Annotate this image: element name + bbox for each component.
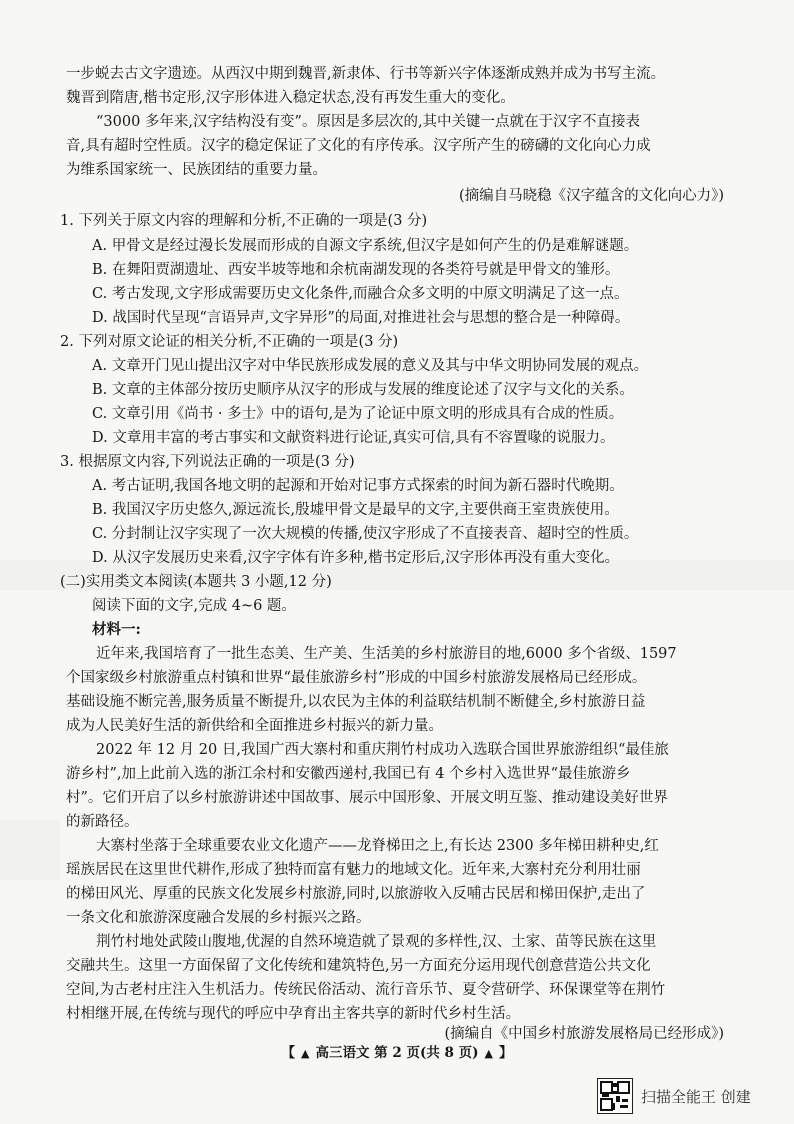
material-line: 一条文化和旅游深度融合发展的乡村振兴之路。 bbox=[66, 910, 371, 926]
scanner-watermark bbox=[597, 1078, 751, 1114]
intro-line: 魏晋到隋唐,楷书定形,汉字形体进入稳定状态,没有再发生重大的变化。 bbox=[66, 90, 515, 106]
triangle-icon: ▲ bbox=[484, 1047, 493, 1060]
intro-line: 为维系国家统一、民族团结的重要力量。 bbox=[66, 162, 327, 178]
footer-page-info: 高三语文 第 2 页(共 8 页) bbox=[315, 1045, 479, 1061]
q1-option-b: B. 在舞阳贾湖遗址、西安半坡等地和余杭南湖发现的各类符号就是甲骨文的雏形。 bbox=[92, 262, 620, 278]
q1-option-c: C. 考古发现,文字形成需要历史文化条件,而融合众多文明的中原文明满足了这一点。 bbox=[92, 286, 629, 302]
material-label: 材料一: bbox=[92, 621, 141, 638]
material-line: 瑶族居民在这里世代耕作,形成了独特而富有魅力的地域文化。近年来,大寨村充分利用壮丽 bbox=[66, 862, 641, 878]
q1-option-d: D. 战国时代呈现“言语异声,文字异形”的局面,对推进社会与思想的整合是一种障碍。 bbox=[92, 310, 630, 326]
material-line: 近年来,我国培育了一批生态美、生产美、生活美的乡村旅游目的地,6000 多个省级、1597 bbox=[96, 646, 677, 662]
material-line: 空间,为古老村庄注入生机活力。传统民俗活动、流行音乐节、夏令营研学、环保课堂等在荆竹 bbox=[66, 982, 666, 998]
q2-option-a: A. 文章开门见山提出汉字对中华民族形成发展的意义及其与中华文明协同发展的观点。 bbox=[92, 358, 649, 374]
q2-option-c: C. 文章引用《尚书 · 多士》中的语句,是为了论证中原文明的形成具有合成的性质。 bbox=[92, 406, 624, 422]
footer-bracket-right: 】 bbox=[499, 1045, 513, 1061]
q3-option-b: B. 我国汉字历史悠久,源远流长,殷墟甲骨文是最早的文字,主要供商王室贵族使用。 bbox=[92, 502, 619, 518]
page-footer bbox=[0, 1044, 794, 1063]
q3-option-d: D. 从汉字发展历史来看,汉字字体有许多种,楷书定形后,汉字形体再没有重大变化。 bbox=[92, 550, 620, 566]
material-line: 交融共生。这里一方面保留了文化传统和建筑特色,另一方面充分运用现代创意营造公共文化 bbox=[66, 958, 651, 974]
intro-line: 音,具有超时空性质。汉字的稳定保证了文化的有序传承。汉字所产生的磅礴的文化向心力成 bbox=[66, 138, 651, 154]
material-line: 村相继开展,在传统与现代的呼应中孕育出主客共享的新时代乡村生活。 bbox=[66, 1006, 521, 1022]
material-line: 成为人民美好生活的新供给和全面推进乡村振兴的新力量。 bbox=[66, 718, 443, 734]
triangle-icon: ▲ bbox=[301, 1047, 310, 1060]
q3-option-c: C. 分封制让汉字实现了一次大规模的传播,使汉字形成了不直接表音、超时空的性质。 bbox=[92, 526, 639, 542]
intro-line: “3000 多年来,汉字结构没有变”。原因是多层次的,其中关键一点就在于汉字不直接表 bbox=[96, 114, 641, 130]
question-1-stem: 1. 下列关于原文内容的理解和分析,不正确的一项是(3 分) bbox=[60, 213, 428, 229]
material-line: 大寨村坐落于全球重要农业文化遗产——龙脊梯田之上,有长达 2300 多年梯田耕种史,红 bbox=[96, 838, 659, 854]
material-line: 基础设施不断完善,服务质量不断提升,以农民为主体的利益联结机制不断健全,乡村旅游日益 bbox=[66, 694, 646, 710]
source-citation: (摘编自《中国乡村旅游发展格局已经形成》) bbox=[444, 1026, 724, 1042]
q1-option-a: A. 甲骨文是经过漫长发展而形成的自源文字系统,但汉字是如何产生的仍是难解谜题。 bbox=[92, 238, 639, 254]
material-line: 2022 年 12 月 20 日,我国广西大寨村和重庆荆竹村成功入选联合国世界旅游组织“最佳旅 bbox=[96, 742, 669, 758]
material-line: 的新路径。 bbox=[66, 814, 139, 830]
section-heading: (二)实用类文本阅读(本题共 3 小题,12 分) bbox=[60, 574, 332, 590]
material-line: 的梯田风光、厚重的民族文化发展乡村旅游,同时,以旅游收入反哺古民居和梯田保护,走出了 bbox=[66, 886, 646, 902]
scan-smudge bbox=[0, 820, 60, 880]
material-line: 个国家级乡村旅游重点村镇和世界“最佳旅游乡村”形成的中国乡村旅游发展格局已经形成。 bbox=[66, 670, 647, 686]
material-line: 村”。它们开启了以乡村旅游讲述中国故事、展示中国形象、开展文明互鉴、推动建设美好世界 bbox=[66, 790, 668, 806]
section-instruction: 阅读下面的文字,完成 4~6 题。 bbox=[92, 598, 296, 614]
intro-line: 一步蜕去古文字遗迹。从西汉中期到魏晋,新隶体、行书等新兴字体逐渐成熟并成为书写主流。 bbox=[66, 66, 666, 82]
q2-option-d: D. 文章用丰富的考古事实和文献资料进行论证,真实可信,具有不容置喙的说服力。 bbox=[92, 430, 615, 446]
material-line: 游乡村”,加上此前入选的浙江余村和安徽西递村,我国已有 4 个乡村入选世界“最佳旅游乡 bbox=[66, 766, 631, 782]
source-citation: (摘编自马晓稳《汉字蕴含的文化向心力》) bbox=[458, 188, 724, 204]
footer-bracket-left: 【 bbox=[281, 1045, 295, 1061]
qr-code-icon bbox=[597, 1078, 633, 1114]
watermark-text: 扫描全能王 创建 bbox=[641, 1087, 751, 1106]
q3-option-a: A. 考古证明,我国各地文明的起源和开始对记事方式探索的时间为新石器时代晚期。 bbox=[92, 478, 624, 494]
question-3-stem: 3. 根据原文内容,下列说法正确的一项是(3 分) bbox=[60, 454, 355, 470]
material-line: 荆竹村地处武陵山腹地,优渥的自然环境造就了景观的多样性,汉、土家、苗等民族在这里 bbox=[96, 934, 657, 950]
question-2-stem: 2. 下列对原文论证的相关分析,不正确的一项是(3 分) bbox=[60, 334, 399, 350]
q2-option-b: B. 文章的主体部分按历史顺序从汉字的形成与发展的维度论述了汉字与文化的关系。 bbox=[92, 382, 634, 398]
